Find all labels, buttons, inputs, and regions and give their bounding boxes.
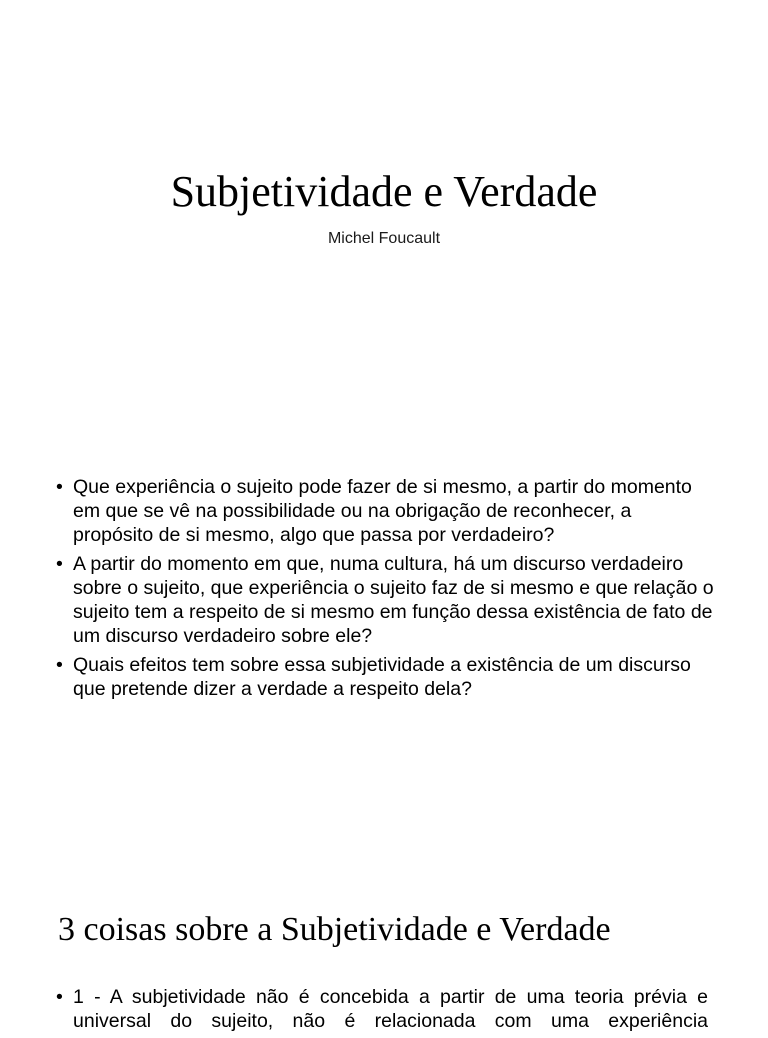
title-slide	[0, 0, 768, 360]
section-title: 3 coisas sobre a Subjetividade e Verdade	[58, 911, 611, 948]
list-item	[56, 653, 716, 701]
question-text: Quais efeitos tem sobre essa subjetividade a existência de um discurso que pretende dizer a verdade a respeito dela?	[73, 654, 691, 700]
slide-title: Subjetividade e Verdade	[170, 167, 598, 216]
bullet-icon: •	[56, 476, 63, 498]
slide-subtitle-author: Michel Foucault	[327, 230, 441, 247]
questions-slide	[0, 360, 768, 870]
bullet-icon: •	[56, 654, 63, 676]
list-item	[56, 552, 716, 648]
list-item	[56, 985, 708, 1033]
list-item	[56, 475, 716, 547]
bullet-icon: •	[56, 553, 63, 575]
question-text: A partir do momento em que, numa cultura, há um discurso verdadeiro sobre o sujeito, que experiência o sujeito faz de si mesmo e que relação o sujeito tem a respeito de si mesmo em função dessa existência de fato de um discurso verdadeiro sobre ele?	[73, 553, 714, 647]
points-list	[56, 985, 708, 1038]
bullet-icon: •	[56, 986, 63, 1008]
point-text: 1 - A subjetividade não é concebida a partir de uma teoria prévia e universal do sujeito, não é relacionada com uma experiência	[73, 986, 708, 1032]
question-list	[56, 475, 716, 706]
question-text: Que experiência o sujeito pode fazer de si mesmo, a partir do momento em que se vê na possibilidade ou na obrigação de reconhecer, a propósito de si mesmo, algo que passa por verdadeiro?	[73, 476, 692, 546]
